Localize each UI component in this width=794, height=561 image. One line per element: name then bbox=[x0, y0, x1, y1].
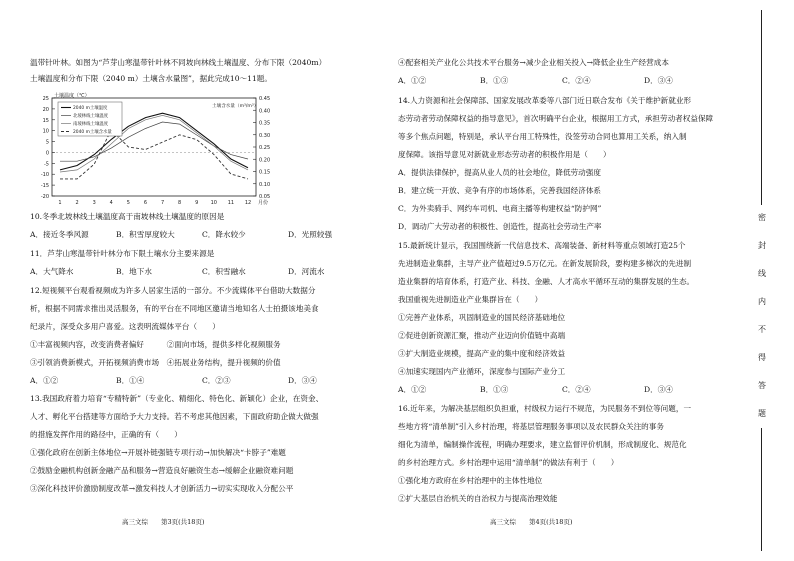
x-tick-label: 7 bbox=[160, 200, 165, 206]
question-13-line-1: 13.我国政府着力培育“专精特新”（专业化、精细化、特色化、新颖化）企业，在资金、 bbox=[30, 394, 324, 403]
y1-tick-label: -10 bbox=[40, 172, 49, 179]
seal-line-bottom bbox=[761, 428, 762, 551]
seal-char-5: 不 bbox=[758, 325, 766, 334]
q11-option-a[interactable]: A．大气降水 bbox=[30, 267, 74, 276]
q12-option-b[interactable]: B．①④ bbox=[116, 376, 145, 385]
x-axis-title: 月份 bbox=[258, 200, 269, 206]
x-tick-label: 11 bbox=[227, 200, 235, 206]
question-15-line-1: 15.最新统计显示，我国围绕新一代信息技术、高端装备、新材料等重点领域打造25个 bbox=[398, 241, 686, 250]
y1-tick-label: 0 bbox=[45, 150, 49, 157]
y1-tick-label: 15 bbox=[42, 117, 49, 124]
x-tick-label: 3 bbox=[92, 200, 96, 206]
x-tick-label: 6 bbox=[143, 200, 148, 206]
q13-option-c[interactable]: C．②④ bbox=[562, 76, 591, 85]
y2-tick-label: 0.30 bbox=[259, 132, 271, 139]
q15-item-4: ④加速实现国内产业循环，深度参与国际产业分工 bbox=[398, 367, 566, 376]
x-tick-label: 8 bbox=[178, 200, 182, 206]
question-11: 11．芦芽山寒温带针叶林分布下限土壤水分主要来源是 bbox=[30, 249, 215, 258]
q10-option-b[interactable]: B．积雪厚度较大 bbox=[116, 230, 175, 239]
question-15-line-2: 先进制造业集群，主导产业产值超过9.5万亿元。在新发展阶段，要构建多梯次的先进制 bbox=[398, 259, 692, 268]
q12-option-d[interactable]: D．③④ bbox=[288, 376, 317, 385]
page-footer-right: 高三文综 第4页(共18页) bbox=[490, 518, 573, 526]
question-13-line-3: 的措施发挥作用的路径中，正确的有（ ） bbox=[30, 430, 182, 439]
y2-tick-label: 0.45 bbox=[259, 96, 271, 102]
y2-axis-title: 土壤含水量（m³/m³） bbox=[212, 104, 259, 109]
x-tick-label: 12 bbox=[244, 200, 252, 206]
series-line-4 bbox=[60, 130, 248, 179]
y2-tick-label: 0.20 bbox=[259, 157, 271, 164]
question-16-line-2: 些地方将“清单制”引入乡村治理，将基层管理服务事项以及农民群众关注的事务 bbox=[398, 422, 664, 431]
seal-char-3: 线 bbox=[758, 269, 766, 278]
x-tick-label: 10 bbox=[210, 200, 218, 206]
y1-tick-label: 25 bbox=[42, 96, 49, 102]
intro-line-1: 温带针叶林。如图为“芦芽山寒温带针叶林不同坡向林线土壤温度、分布下限（2040m） bbox=[30, 58, 327, 67]
x-tick-label: 2 bbox=[75, 200, 79, 206]
question-12-line-3: 纪录片，深受众多用户喜爱。这表明流媒体平台（ ） bbox=[30, 322, 220, 331]
y2-tick-label: 0.35 bbox=[259, 120, 271, 127]
q13-item-4: ④配套相关产业化公共技术平台服务→减少企业相关投入→降低企业生产经营成本 bbox=[398, 58, 669, 67]
q13-item-2: ②鼓励金融机构创新金融产品和服务→营造良好融资生态→缓解企业融资难问题 bbox=[30, 466, 294, 475]
q13-option-d[interactable]: D．③④ bbox=[644, 76, 673, 85]
q15-item-1: ①完善产业体系，巩固制造业的国民经济基础地位 bbox=[398, 313, 566, 322]
q15-option-d[interactable]: D．③④ bbox=[644, 385, 673, 394]
q12-option-c[interactable]: C．②③ bbox=[202, 376, 231, 385]
y1-tick-label: 20 bbox=[42, 106, 49, 113]
seal-char-4: 内 bbox=[758, 297, 766, 306]
q11-option-c[interactable]: C．积雪融水 bbox=[202, 267, 246, 276]
q15-option-a[interactable]: A．①② bbox=[398, 385, 427, 394]
legend-label-4: 2040 m土壤含水量 bbox=[73, 130, 112, 135]
q13-item-1: ①强化政府在创新主体地位→开展补链强链专项行动→加快解决“卡脖子”难题 bbox=[30, 448, 286, 457]
q10-option-d[interactable]: D．光照较强 bbox=[288, 230, 333, 239]
q14-option-c[interactable]: C．为外卖骑手、网约车司机、电商主播等构建权益“防护网” bbox=[398, 204, 602, 213]
question-12-line-1: 12.短视频平台观看视频成为许多人居家生活的一部分。不少流媒体平台借助大数据分 bbox=[30, 286, 316, 295]
x-tick-label: 4 bbox=[109, 200, 113, 206]
x-tick-label: 5 bbox=[126, 200, 130, 206]
seal-char-8: 题 bbox=[758, 409, 766, 418]
q13-option-a[interactable]: A．①② bbox=[398, 76, 427, 85]
q12-item-line-2: ③引领消费新模式，开拓视频消费市场 ④拓展业务结构，提升视频的价值 bbox=[30, 358, 281, 367]
legend-label-2: 北坡林线土壤温度 bbox=[73, 114, 109, 119]
question-14-line-4: 度保障。该指导意见对新就业形态劳动者的积极作用是（ ） bbox=[398, 150, 611, 159]
q12-item-line-1: ①丰富视频内容，改变消费者偏好 ②面向市场，提供多样化视频服务 bbox=[30, 340, 281, 349]
seal-char-6: 得 bbox=[758, 353, 766, 362]
y1-axis-title: 土壤温度（℃） bbox=[54, 93, 90, 99]
y2-tick-label: 0.05 bbox=[259, 194, 271, 200]
question-16-line-3: 细化为清单，编制操作流程，明确办理要求，建立监督评价机制，形成制度化、规范化 bbox=[398, 440, 687, 449]
y1-tick-label: -20 bbox=[40, 194, 49, 200]
q14-option-a[interactable]: A．提供法律保护，提高从业人员的社会地位，降低劳动强度 bbox=[398, 168, 601, 177]
legend-label-1: 2040 m土壤温度 bbox=[73, 106, 108, 111]
question-12-line-2: 析，根据不同需求推出灵活服务，有的平台在不同地区邀请当地知名人士拍摄该地美食 bbox=[30, 304, 319, 313]
q15-option-b[interactable]: B．①③ bbox=[480, 385, 509, 394]
q14-option-b[interactable]: B．建立统一开放、竞争有序的市场体系，完善我国经济体系 bbox=[398, 186, 602, 195]
q11-option-d[interactable]: D．河流水 bbox=[288, 267, 325, 276]
seal-line-strip bbox=[742, 0, 782, 561]
question-16-line-4: 的乡村治理方式。乡村治理中运用“清单制”的做法有利于（ ） bbox=[398, 458, 619, 467]
q13-item-3: ③深化科技评价激励制度改革→激发科技人才创新活力→切实实现收入分配公平 bbox=[30, 484, 294, 493]
q12-option-a[interactable]: A．①② bbox=[30, 376, 59, 385]
q11-option-b[interactable]: B．地下水 bbox=[116, 267, 152, 276]
y2-tick-label: 0.25 bbox=[259, 145, 271, 151]
question-16-line-1: 16.近年来，为解决基层组织负担重，村级权力运行不规范，为民服务不到位等问题，一 bbox=[398, 404, 692, 413]
y2-tick-label: 0.40 bbox=[259, 108, 271, 115]
legend-label-3: 南坡林线土壤温度 bbox=[73, 122, 109, 127]
question-10: 10.冬季北坡林线土壤温度高于南坡林线土壤温度的原因是 bbox=[30, 212, 225, 221]
y1-tick-label: -15 bbox=[40, 183, 49, 190]
intro-line-2: 土壤温度和分布下限（2040 m）土壤含水量图”，据此完成10～11题。 bbox=[30, 74, 272, 83]
question-14-line-1: 14.人力资源和社会保障部、国家发展改革委等八部门近日联合发布《关于维护新就业形 bbox=[398, 96, 692, 105]
x-tick-label: 1 bbox=[58, 200, 62, 206]
y1-tick-label: 5 bbox=[45, 139, 49, 146]
q16-item-2: ②扩大基层自治机关的自治权力与提高治理效能 bbox=[398, 494, 558, 503]
q15-option-c[interactable]: C．②④ bbox=[562, 385, 591, 394]
q10-option-a[interactable]: A．接近冬季风源 bbox=[30, 230, 89, 239]
seal-line-top bbox=[761, 10, 762, 205]
y2-tick-label: 0.10 bbox=[259, 181, 271, 188]
q13-option-b[interactable]: B．①③ bbox=[480, 76, 509, 85]
seal-char-2: 封 bbox=[758, 241, 766, 250]
question-14-line-2: 态劳动者劳动保障权益的指导意见》，首次明确平台企业，根据用工方式，承担劳动者权益保障 bbox=[398, 114, 714, 123]
seal-char-7: 答 bbox=[758, 381, 766, 390]
soil-chart bbox=[30, 92, 280, 222]
y1-tick-label: -5 bbox=[44, 161, 49, 168]
page-footer-left: 高三文综 第3页(共18页) bbox=[122, 518, 205, 526]
question-13-line-2: 人才、孵化平台搭建等方面给予大力支持。若不考虑其他因素，下面政府助企做大做强 bbox=[30, 412, 319, 421]
q10-option-c[interactable]: C．降水较少 bbox=[202, 230, 246, 239]
q15-item-2: ②促进创新资源汇聚，推动产业迈向价值链中高端 bbox=[398, 331, 566, 340]
y1-tick-label: 10 bbox=[42, 128, 49, 135]
q16-item-1: ①强化地方政府在乡村治理中的主体性地位 bbox=[398, 476, 543, 485]
x-tick-label: 9 bbox=[195, 200, 199, 206]
y2-tick-label: 0.15 bbox=[259, 169, 271, 176]
question-15-line-4: 我国重视先进制造业产业集群旨在（ ） bbox=[398, 295, 543, 304]
seal-char-1: 密 bbox=[758, 213, 766, 222]
question-15-line-3: 造业集群的培育体系，打造产业、科技、金融、人才高水平循环互动的集群发展的生态。 bbox=[398, 277, 695, 286]
q14-option-d[interactable]: D．调动广大劳动者的积极性、创造性，提高社会劳动生产率 bbox=[398, 222, 602, 231]
q15-item-3: ③扩大制造业规模，提高产业的集中度和经济效益 bbox=[398, 349, 566, 358]
question-14-line-3: 等多个焦点问题，特别是，承认平台用工特殊性，没签劳动合同也算用工关系，纳入制 bbox=[398, 132, 687, 141]
